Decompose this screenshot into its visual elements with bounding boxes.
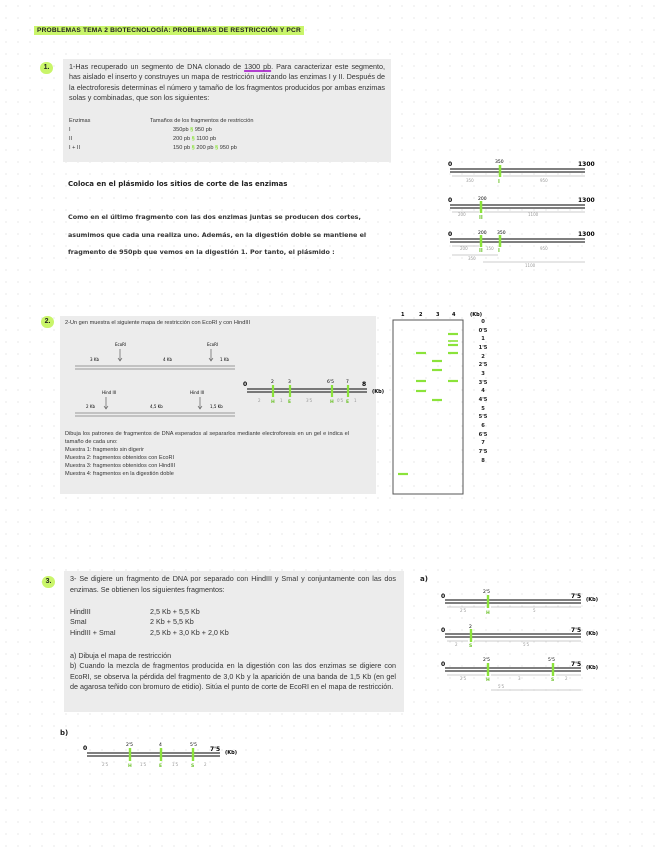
m2-unit: (Kb) <box>586 631 599 637</box>
map1-enzyme: I <box>498 179 500 185</box>
map2-cut-label: 200 <box>478 197 487 202</box>
map3-end: 1300 <box>578 231 595 238</box>
problem-1-maps <box>440 155 605 270</box>
mb-seg-3: 1'5 <box>172 762 179 767</box>
tick-0: 0 <box>243 381 248 388</box>
mb-unit: (Kb) <box>225 750 238 756</box>
mb-start: 0 <box>83 745 88 752</box>
m1-seg-left: 2'5 <box>460 608 467 613</box>
problem-2-text: 2-Un gen muestra el siguiente mapa de restricción con EcoRI y con HindIII <box>65 320 250 326</box>
m1-start: 0 <box>441 593 446 600</box>
mb-tick-1: 2'5 <box>126 743 133 748</box>
eco-frag-1: 3 Kb <box>90 357 99 362</box>
fragments-row-2: 200 pb § 1100 pb <box>173 136 217 142</box>
p3-fragments-2: 2 Kb + 5,5 Kb <box>150 617 194 626</box>
map3-seg2: 150 <box>486 246 494 251</box>
map-smai <box>441 624 598 649</box>
eco-frag-2: 4 Kb <box>163 357 172 362</box>
m2-end: 7'5 <box>571 627 582 634</box>
mb-seg-4: 2 <box>204 762 207 767</box>
m3-start: 0 <box>441 661 446 668</box>
tick-8: 8 <box>362 381 367 388</box>
m1-enzyme: H <box>486 611 490 616</box>
m3-cut1: 2'5 <box>483 658 490 663</box>
gel-size-scale: 0 0'5 1 1'5 2 2'5 3 3'5 4 4'5 5 5'5 6 6'5 7 7'5 8 <box>478 319 488 464</box>
p3-enzyme-2: SmaI <box>70 617 87 626</box>
map2-enzyme: II <box>479 215 483 221</box>
map-enzyme-II <box>448 196 595 221</box>
map2-end: 1300 <box>578 197 595 204</box>
m2-start: 0 <box>441 627 446 634</box>
problem-number: 1. <box>40 62 53 74</box>
hind-frag-1: 2 Kb <box>86 404 95 409</box>
enzyme-h1: H <box>271 400 275 405</box>
gel-unit: (Kb) <box>470 312 483 318</box>
question-a: a) Dibuja el mapa de restricción <box>70 651 172 660</box>
tick-7: 7 <box>346 380 349 385</box>
col-sizes-header: Tamaños de los fragmentos de restricción <box>150 118 254 124</box>
problem-2-answer-map <box>240 374 390 410</box>
eco-frag-3: 1 Kb <box>220 357 229 362</box>
map3-enzyme2: I <box>498 248 500 254</box>
enzyme-row-3: I + II <box>69 145 81 151</box>
mb-seg-2: 1'5 <box>140 762 147 767</box>
enzyme-row-1: I <box>69 127 71 133</box>
seg-0-5: 0'5 <box>337 398 344 403</box>
m2-cut: 2 <box>469 625 472 630</box>
p3-fragments-1: 2,5 Kb + 5,5 Kb <box>150 607 200 616</box>
map-double-digest-3 <box>441 657 598 690</box>
lane-2: 2 <box>419 312 423 318</box>
eco-label-1: EcoRI <box>115 342 127 347</box>
problem-1-statement <box>63 59 391 162</box>
mb-seg-1: 2'5 <box>102 762 109 767</box>
m3-seg3: 2 <box>565 676 568 681</box>
p3-enzyme-3: HindIII + SmaI <box>70 628 116 637</box>
map1-start: 0 <box>448 161 453 168</box>
seg-1a: 1 <box>280 398 283 403</box>
map2-start: 0 <box>448 197 453 204</box>
hind-frag-3: 1,5 Kb <box>210 404 223 409</box>
map-unit: (Kb) <box>372 389 385 395</box>
problem-3-text: 3- Se digiere un fragmento de DNA por separado con HindIII y SmaI y conjuntamente con las dos enzimas. Se obtienen los siguientes fragmentos: <box>70 574 396 594</box>
map3-seg3: 950 <box>540 246 548 251</box>
seg-1b: 1 <box>354 398 357 403</box>
m3-seg2: 3 <box>518 676 521 681</box>
answer-label-a: a) <box>420 575 428 583</box>
map3-start: 0 <box>448 231 453 238</box>
hind-label-1: Hind III <box>102 390 117 395</box>
problem-number: 3. <box>42 576 55 588</box>
map3-span1: 350 <box>468 256 476 261</box>
m1-seg-right: 5 <box>533 608 536 613</box>
question-b: b) Cuando la mezcla de fragmentos producida en la digestión con las dos enzimas se digiere con EcoRI, se observa la pérdida del fragmento de 3,0 Kb y la aparición de una banda de 1,5 Kb (en gel de agarosa teñido con bromuro de etidio). Sitúa el punto de corte de EcoRI en el mapa de restricción. <box>70 661 396 692</box>
lane-4: 4 <box>452 312 456 318</box>
enzyme-h2: H <box>330 400 334 405</box>
map2-seg-left: 200 <box>458 212 466 217</box>
answer-line-3: fragmento de 950pb que vemos en la digestión 1. Por tanto, el plásmido : <box>68 248 335 256</box>
map1-cut-label: 350 <box>495 160 504 165</box>
problem-3b-map <box>80 738 255 770</box>
problem-3a-maps <box>438 584 613 709</box>
m3-enzyme1: H <box>486 678 490 683</box>
map-hindiii <box>441 589 598 616</box>
m3-unit: (Kb) <box>586 665 599 671</box>
map1-seg-left: 350 <box>466 178 474 183</box>
page-title: PROBLEMAS TEMA 2 BIOTECNOLOGÍA: PROBLEMAS DE RESTRICCIÓN Y PCR <box>34 26 304 35</box>
map1-seg-right: 950 <box>540 178 548 183</box>
m3-span: 5'5 <box>498 684 505 689</box>
m2-enzyme: S <box>469 644 473 649</box>
p3-fragments-3: 2,5 Kb + 3,0 Kb + 2,0 Kb <box>150 628 229 637</box>
col-enzymes-header: Enzimas <box>69 118 91 124</box>
map1-end: 1300 <box>578 161 595 168</box>
enzyme-e1: E <box>288 400 292 405</box>
answer-line-1: Como en el último fragmento con las dos enzimas juntas se producen dos cortes, <box>68 213 361 221</box>
problem-3-statement <box>64 571 404 712</box>
m3-end: 7'5 <box>571 661 582 668</box>
p3-enzyme-1: HindIII <box>70 607 91 616</box>
seg-2: 2 <box>258 398 261 403</box>
tick-3: 3 <box>288 380 291 385</box>
lane-1: 1 <box>401 312 405 318</box>
hind-frag-2: 4,5 Kb <box>150 404 163 409</box>
m2-seg-right: 5'5 <box>523 642 530 647</box>
m1-unit: (Kb) <box>586 597 599 603</box>
eco-label-2: EcoRI <box>207 342 219 347</box>
hind-label-2: Hind III <box>190 390 205 395</box>
map-double-digest <box>448 230 595 268</box>
map3-span2: 1100 <box>525 263 536 268</box>
problem-1-text: 1-Has recuperado un segmento de DNA clonado de 1300 pb. Para caracterizar este segmento, has aislado el inserto y construyes un mapa de restricción utilizando las enzimas I y II. Después de la electroforesis determinas el número y tamaño de los fragmentos producidos por ambas enzimas solas y combinadas, que son los siguientes: <box>69 62 386 103</box>
mb-end: 7'5 <box>210 746 221 753</box>
m1-cut: 2'5 <box>483 590 490 595</box>
map3-enzyme1: II <box>479 248 483 254</box>
lane-3: 3 <box>436 312 440 318</box>
mb-enzyme-e: E <box>159 764 163 769</box>
seg-3-5: 3'5 <box>306 398 313 403</box>
enzyme-row-2: II <box>69 136 73 142</box>
map3-cut-label1: 200 <box>478 231 487 236</box>
map3-cut-label2: 350 <box>497 231 506 236</box>
instruction-1: Coloca en el plásmido los sitios de corte de las enzimas <box>68 180 288 188</box>
mb-enzyme-h: H <box>128 764 132 769</box>
map2-seg-right: 1100 <box>528 212 539 217</box>
fragments-row-3: 150 pb § 200 pb § 950 pb <box>173 145 237 151</box>
answer-label-b: b) <box>60 729 69 737</box>
map-enzyme-I <box>448 159 595 185</box>
m2-seg-left: 2 <box>455 642 458 647</box>
mb-tick-3: 5'5 <box>190 743 197 748</box>
map3-seg1: 200 <box>460 246 468 251</box>
mb-enzyme-s: S <box>191 764 195 769</box>
m1-end: 7'5 <box>571 593 582 600</box>
m3-cut2: 5'5 <box>548 658 555 663</box>
enzyme-e2: E <box>346 400 350 405</box>
mb-tick-2: 4 <box>159 743 162 748</box>
answer-line-2: asumimos que cada una realiza uno. Además, en la digestión doble se mantiene el <box>68 231 367 239</box>
m3-enzyme2: S <box>551 678 555 683</box>
tick-2: 2 <box>271 380 274 385</box>
tick-6-5: 6'5 <box>327 380 334 385</box>
fragments-row-1: 350pb § 950 pb <box>173 127 212 133</box>
problem-number: 2. <box>41 316 54 328</box>
m3-seg1: 2'5 <box>460 676 467 681</box>
problem-2-instructions: Dibuja los patrones de fragmentos de DNA esperados al separarlos mediante electroforesis en un gel e indica el tamaño de cada uno: Muestra 1: fragmento sin digerir Muestra 2: fragmentos obtenidos con EcoRI Muestra 3: fragmentos obtenidos con HindIII Muestra 4: fragmentos en la digestión doble <box>65 431 349 477</box>
highlight-1300: 1300 pb <box>244 62 272 71</box>
